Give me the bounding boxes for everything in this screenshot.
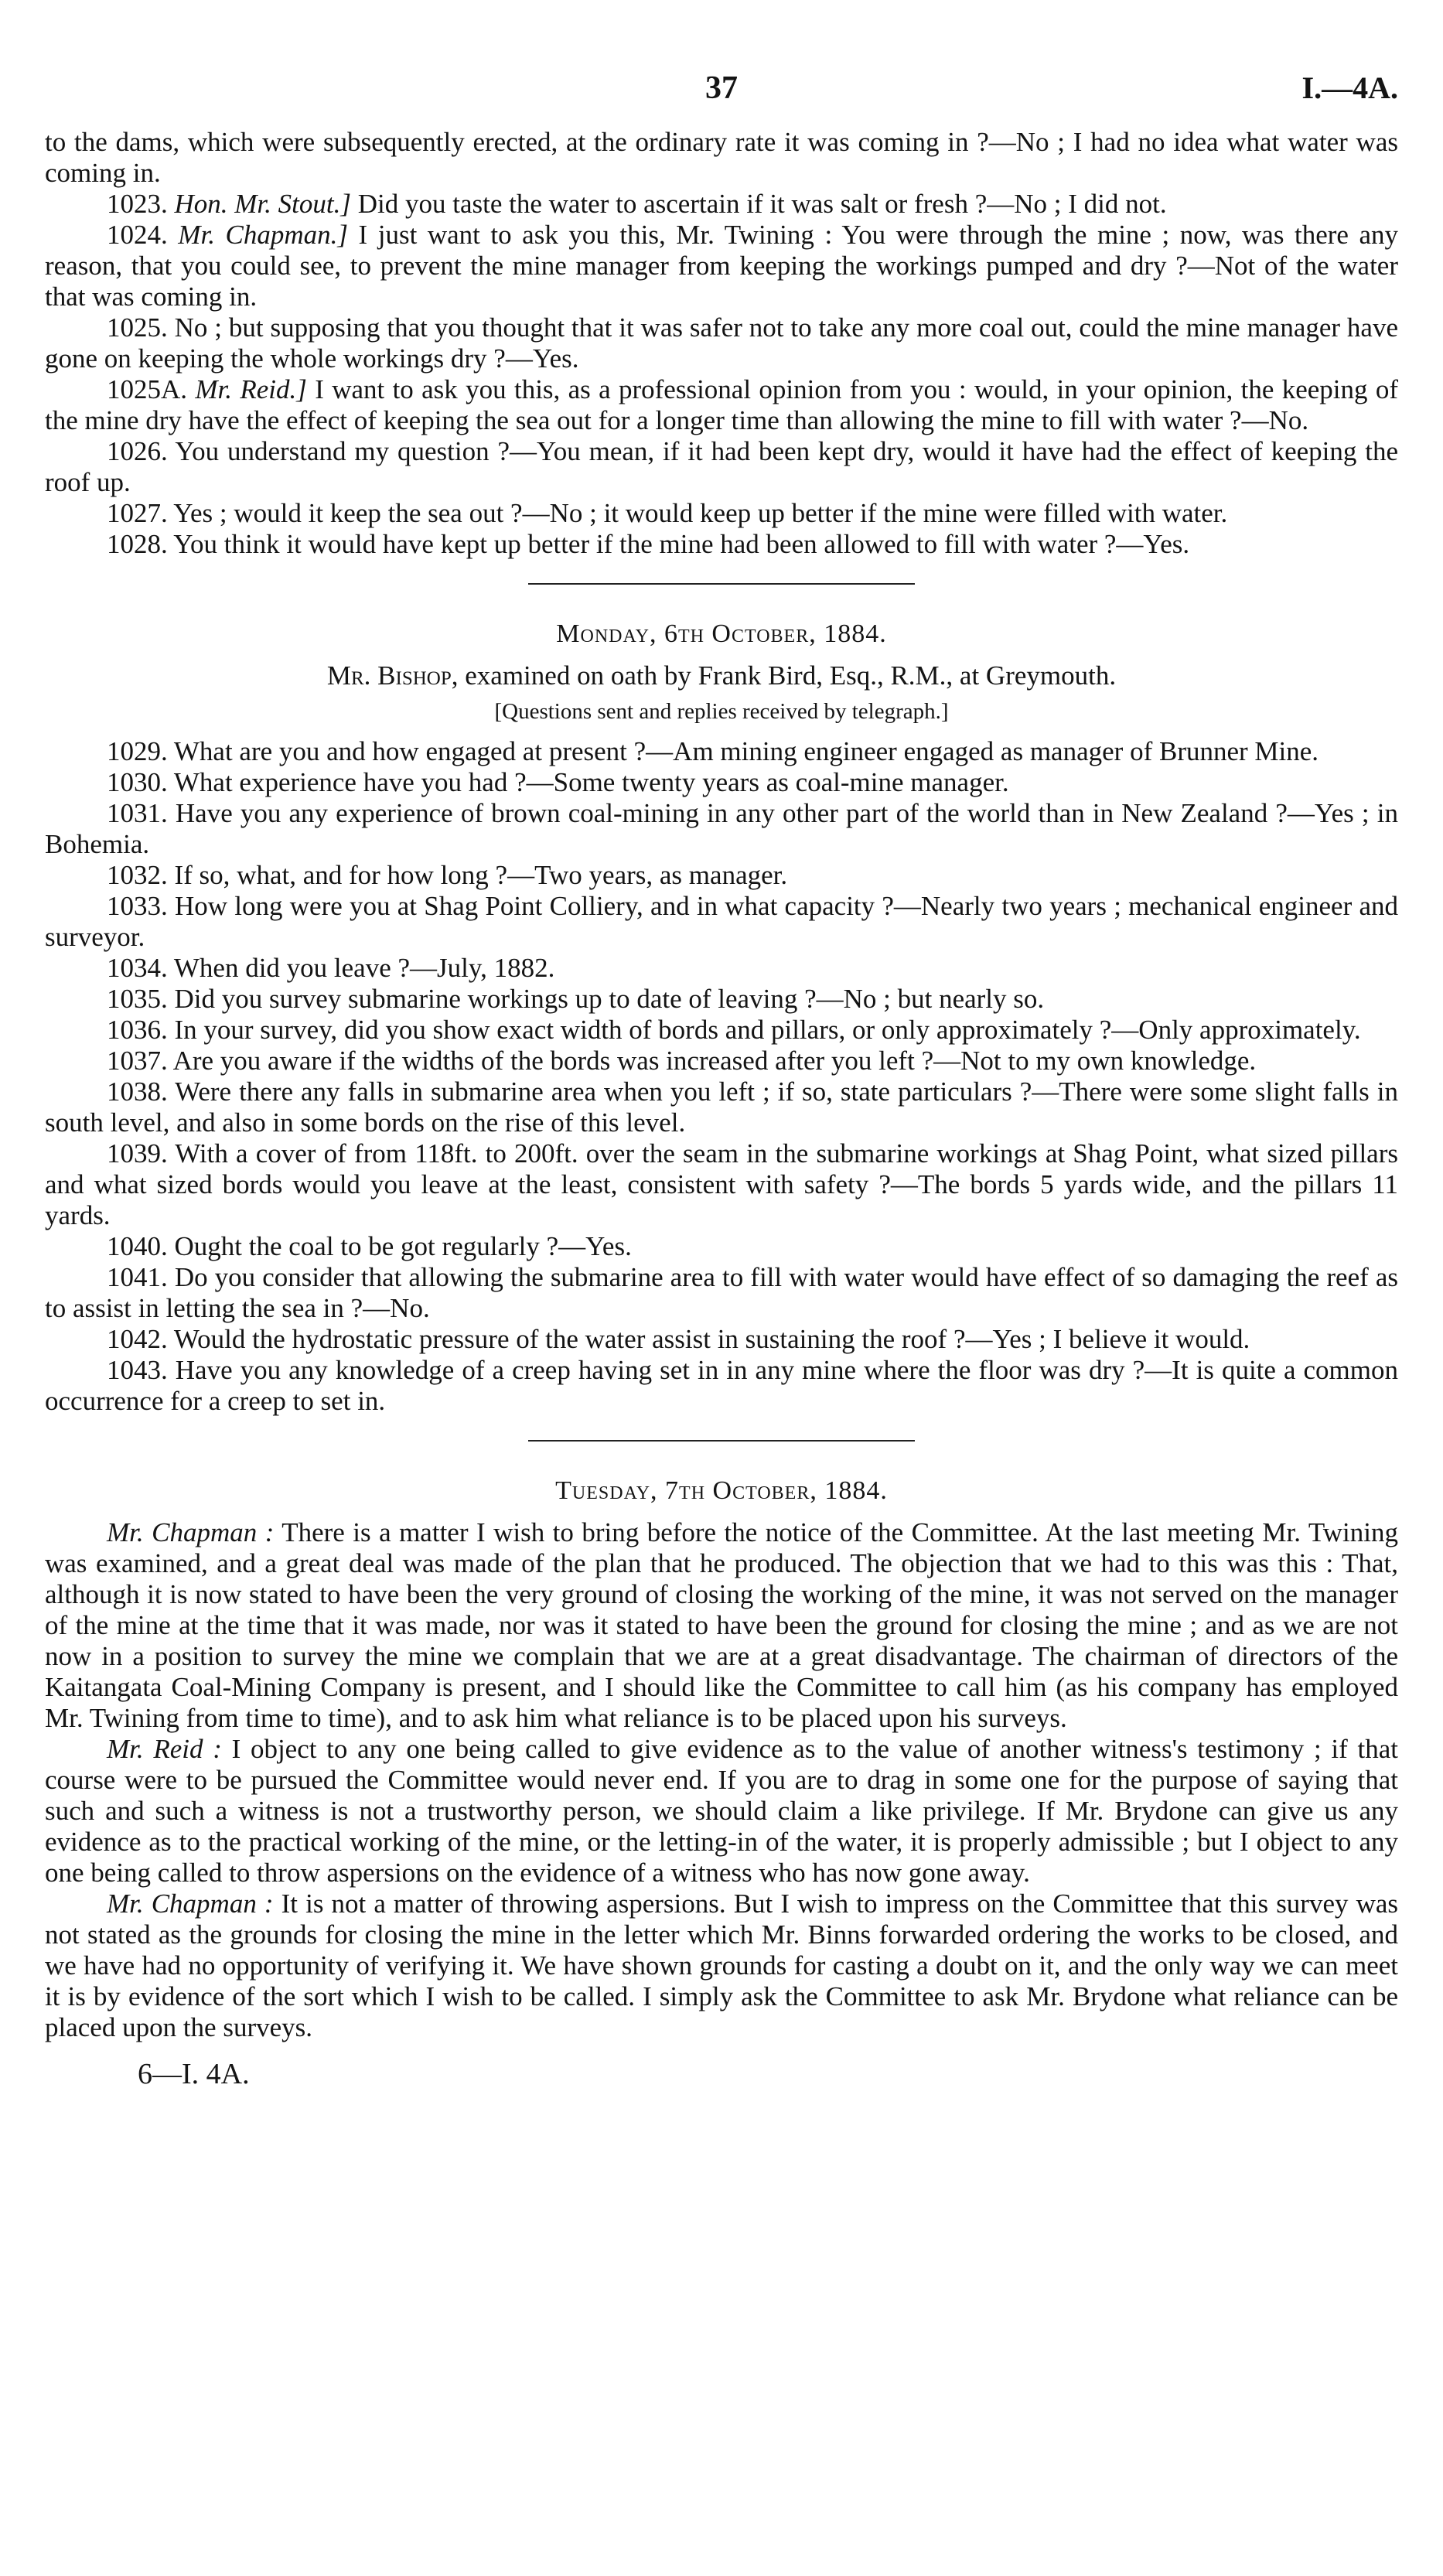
section-continued-evidence xyxy=(45,127,1398,560)
paragraph: 1032. If so, what, and for how long ?—Two years, as manager. xyxy=(107,860,788,890)
paragraph: Mr. Reid : I object to any one being called to give evidence as to the value of another witness's testimony ; if that course were to be pursued the Committee would never end. If you are to drag in some one for the purpose of saying that such and such a witness is not a trustworthy person, we should claim a like privilege. If Mr. Brydone can give us any evidence as to the practical working of the mine, or the letting-in of the water, it is properly admissible ; but I object to any one being called to throw aspersions on the evidence of a witness who has now gone away. xyxy=(45,1734,1398,1888)
paragraph: 1027. Yes ; would it keep the sea out ?—No ; it would keep up better if the mine were filled with water. xyxy=(107,498,1228,528)
paragraph: Mr. Chapman : It is not a matter of throwing aspersions. But I wish to impress on the Committee that this survey was not stated as the grounds for closing the mine in the letter which Mr. Binns forwarded ordering the works to be closed, and we have had no opportunity of verifying it. We have shown grounds for casting a doubt on it, and the only way we can meet it is by evidence of the sort which I wish to be called. I simply ask the Committee to ask Mr. Brydone what reliance can be placed upon the surveys. xyxy=(45,1888,1399,2042)
paragraph: 1033. How long were you at Shag Point Colliery, and in what capacity ?—Nearly two years ; mechanical engineer and surveyor. xyxy=(45,891,1398,952)
paragraph: 1029. What are you and how engaged at present ?—Am mining engineer engaged as manager of Brunner Mine. xyxy=(107,736,1319,766)
paragraph: 1042. Would the hydrostatic pressure of the water assist in sustaining the roof ?—Yes ; I believe it would. xyxy=(107,1324,1250,1354)
paragraph: 1038. Were there any falls in submarine area when you left ; if so, state particulars ?—There were some slight falls in south level, and also in some bords on the rise of this level. xyxy=(45,1076,1398,1138)
page-signature: 6—I. 4A. xyxy=(138,2058,250,2090)
section-monday-evidence xyxy=(45,619,1398,1417)
document-reference: I.—4A. xyxy=(1301,70,1398,105)
paragraph: 1024. Mr. Chapman.] I just want to ask you this, Mr. Twining : You were through the mine ; now, was there any reason, that you could see, to prevent the mine manager from keeping the workings pumped and dry ?—Not of the water that was coming in. xyxy=(45,220,1399,312)
paragraph: 1036. In your survey, did you show exact width of bords and pillars, or only approximately ?—Only approximately. xyxy=(107,1015,1361,1045)
paragraph: 1025. No ; but supposing that you thought that it was safer not to take any more coal out, could the mine manager have gone on keeping the whole workings dry ?—Yes. xyxy=(45,312,1399,374)
witness-name: Mr. Bishop, xyxy=(326,660,459,691)
section-date: Monday, 6th October, 1884. xyxy=(556,619,887,648)
paragraph: 1034. When did you leave ?—July, 1882. xyxy=(107,953,555,983)
paragraph: Mr. Chapman : There is a matter I wish to bring before the notice of the Committee. At the last meeting Mr. Twining was examined, and a great deal was made of the plan that he produced. The objection that we had to this was this : That, although it is now stated to have been the very ground of closing the working of the mine, it was not served on the manager of the mine at the time that it was made, nor was it stated to have been the ground for closing the mine ; and as we are not now in a position to survey the mine we complain that we are at a great disadvantage. The chairman of directors of the Kaitangata Coal-Mining Company is present, and I should like the Committee to call him (as his company has employed Mr. Twining from time to time), and to ask him what reliance is to be placed upon his surveys. xyxy=(45,1517,1398,1733)
section-divider xyxy=(528,583,915,585)
paragraph: 1026. You understand my question ?—You mean, if it had been kept dry, would it have had the effect of keeping the roof up. xyxy=(45,436,1399,497)
document-page xyxy=(45,70,1398,2091)
paragraph: 1037. Are you aware if the widths of the bords was increased after you left ?—Not to my own knowledge. xyxy=(107,1046,1257,1076)
paragraph: 1040. Ought the coal to be got regularly ?—Yes. xyxy=(107,1231,632,1261)
paragraph: 1039. With a cover of from 118ft. to 200ft. over the seam in the submarine workings at Shag Point, what sized pillars and what sized bords would you leave at the least, consistent with safety ?—The bords 5 yards wide, and the pillars 11 yards. xyxy=(45,1138,1398,1230)
paragraph: 1028. You think it would have kept up better if the mine had been allowed to fill with water ?—Yes. xyxy=(107,529,1190,559)
telegraph-note: [Questions sent and replies received by telegraph.] xyxy=(494,699,949,724)
paragraph: to the dams, which were subsequently erected, at the ordinary rate it was coming in ?—No ; I had no idea what water was coming in. xyxy=(45,127,1398,188)
paragraph: 1031. Have you any experience of brown coal-mining in any other part of the world than in New Zealand ?—Yes ; in Bohemia. xyxy=(45,798,1399,859)
paragraph: 1035. Did you survey submarine workings up to date of leaving ?—No ; but nearly so. xyxy=(107,984,1045,1014)
paragraph: 1041. Do you consider that allowing the submarine area to fill with water would have effect of so damaging the reef as to assist in letting the sea in ?—No. xyxy=(45,1262,1398,1323)
paragraph: 1030. What experience have you had ?—Some twenty years as coal-mine manager. xyxy=(107,767,1009,797)
witness-heading: Mr. Bishop, examined on oath by Frank Bird, Esq., R.M., at Greymouth. xyxy=(326,660,1117,691)
section-date: Tuesday, 7th October, 1884. xyxy=(555,1476,888,1505)
page-number: 37 xyxy=(705,70,738,106)
section-divider xyxy=(528,1440,915,1442)
section-tuesday-discussion xyxy=(45,1476,1398,2043)
paragraph: 1023. Hon. Mr. Stout.] Did you taste the water to ascertain if it was salt or fresh ?—No ; I did not. xyxy=(107,189,1167,219)
paragraph: 1025A. Mr. Reid.] I want to ask you this, as a professional opinion from you : would, in your opinion, the keeping of the mine dry have the effect of keeping the sea out for a longer time than allowing the mine to fill with water ?—No. xyxy=(45,374,1399,435)
page-header xyxy=(45,70,1398,116)
paragraph: 1043. Have you any knowledge of a creep having set in in any mine where the floor was dry ?—It is quite a common occurrence for a creep to set in. xyxy=(45,1355,1398,1416)
